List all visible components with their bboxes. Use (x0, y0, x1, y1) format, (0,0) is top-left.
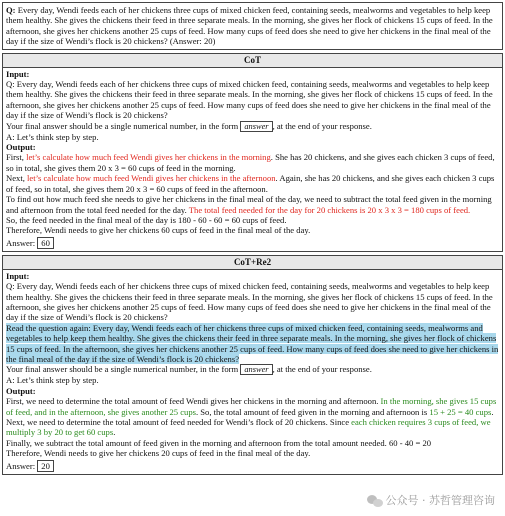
re2-answer-tag: answer (240, 364, 272, 375)
question-label: Q: (6, 5, 16, 15)
cot-instruction-text: Your final answer should be a single numerical number, in the form (6, 120, 239, 131)
watermark-text: 公众号 · 苏哲管理咨询 (385, 493, 495, 507)
cot-step-2-b: . Again, she has 20 chickens, and she gives each chicken 3 cups of feed, so in total, she gives them 20 x 3 = 60 cups of feed in the afternoon. (6, 173, 495, 194)
cot-panel (2, 53, 503, 252)
re2-step-4: Therefore, Wendi needs to give her chickens 20 cups of feed in the final meal of the day. (6, 448, 311, 459)
re2-step-3: Finally, we subtract the total amount of feed given in the morning and afternoon from the total amount needed. 60 - 40 = 20 (6, 437, 432, 448)
cot-step-2-highlight: let’s calculate how much feed Wendi gives her chickens in the afternoon (27, 173, 276, 184)
wechat-icon (367, 494, 383, 508)
question-text: Every day, Wendi feeds each of her chickens three cups of mixed chicken feed, containing seeds, mealworms and vegetables to help keep them healthy. She gives the chickens their feed in three separate meals. In the morning, she gives her flock of chickens 15 cups of feed. In the afternoon, she gives her chickens another 25 cups of feed. How many cups of feed does she need to give her chickens in the final meal of the day if the size of Wendi’s flock is 20 chickens? (Answer: 20) (6, 5, 493, 47)
cot-think: A: Let’s think step by step. (6, 131, 99, 142)
cot-step-4: So, the feed needed in the final meal of the day is 180 - 60 - 60 = 60 cups of feed. (6, 214, 287, 225)
re2-step-1-highlight: In the morning, she gives 15 cups of feed, and in the afternoon, she gives another 25 cups (6, 396, 497, 417)
cot-step-3-a: To find out how much feed she needs to give her chickens in the final meal of the day, we need to subtract the total feed given in the morning and afternoon from the total feed needed for the day. (6, 194, 492, 215)
cot-re2-title: CoT+Re2 (3, 256, 502, 270)
cot-instruction (6, 121, 499, 132)
cot-step-3-highlight: The total feed needed for the day for 20 chickens is 20 x 3 x 3 = 180 cups of feed. (188, 204, 471, 215)
cot-input-label: Input: (6, 68, 30, 79)
re2-step-1-b: . So, the total amount of feed given in the morning and afternoon is (195, 406, 430, 417)
re2-step-2-a: Next, we need to determine the total amount of feed needed for Wendi’s flock of 20 chickens. Since (6, 417, 352, 427)
re2-step-2 (6, 417, 499, 438)
cot-step-5: Therefore, Wendi needs to give her chickens 60 cups of feed in the final meal of the day. (6, 225, 311, 236)
re2-input-label: Input: (6, 270, 30, 281)
re2-answer-label: Answer: (6, 460, 36, 471)
cot-re2-body (3, 270, 502, 474)
re2-instruction (6, 364, 499, 375)
re2-step-1 (6, 396, 499, 417)
watermark (367, 494, 496, 508)
re2-reread-text: Read the question again: Every day, Wendi feeds each of her chickens three cups of mixed chicken feed, containing seeds, mealworms and vegetables to help keep them healthy. She gives the chickens their feed in three separate meals. In the morning, she gives her flock of chickens 15 cups of feed. In the afternoon, she gives her chickens another 25 cups of feed. How many cups of feed does she need to give her chickens in the final meal of the day if the size of Wendi’s flock is 20 chickens? (6, 322, 499, 364)
cot-answer-tag: answer (240, 121, 272, 132)
re2-think: A: Let’s think step by step. (6, 375, 99, 386)
cot-instruction-end: , at the end of your response. (272, 120, 372, 131)
cot-step-1-a: First, (6, 152, 27, 163)
re2-step-1-highlight-2: 15 + 25 = 40 cups (429, 406, 492, 417)
re2-reread (6, 323, 499, 365)
re2-step-1-c: . (491, 406, 494, 417)
re2-question: Q: Every day, Wendi feeds each of her chickens three cups of mixed chicken feed, containing seeds, mealworms and vegetables to help keep them healthy. She gives the chickens their feed in three separate meals. In the morning, she gives her flock of chickens 15 cups of feed. In the afternoon, she gives her chickens another 25 cups of feed. How many cups of feed does she need to give her chickens in the final meal of the day if the size of Wendi’s flock is 20 chickens? (6, 281, 493, 323)
cot-title: CoT (3, 54, 502, 68)
cot-answer-value: 60 (37, 237, 54, 249)
cot-step-1-b: . She has 20 chickens, and she gives each chicken 3 cups of feed, so in total, she gives them 20 x 3 = 60 cups of feed in the morning. (6, 152, 495, 173)
re2-output-label: Output: (6, 385, 36, 396)
cot-step-2 (6, 173, 499, 194)
question-box (2, 2, 503, 50)
cot-step-2-a: Next, (6, 173, 28, 184)
cot-answer-row (6, 237, 499, 249)
re2-step-2-highlight: each chicken requires 3 cups of feed, we multiply 3 by 20 to get 60 cups (6, 417, 491, 438)
re2-step-2-b: . (113, 427, 116, 438)
cot-step-3 (6, 194, 499, 215)
cot-answer-label: Answer: (6, 237, 36, 248)
cot-output-label: Output: (6, 142, 36, 153)
re2-instruction-end: , at the end of your response. (272, 364, 372, 375)
re2-answer-value: 20 (37, 460, 54, 472)
re2-instruction-text: Your final answer should be a single numerical number, in the form (6, 364, 239, 375)
re2-step-1-a: First, we need to determine the total amount of feed Wendi gives her chickens in the morning and afternoon. (6, 396, 381, 407)
cot-step-1-highlight: let’s calculate how much feed Wendi gives her chickens in the morning (26, 152, 271, 163)
cot-body (3, 68, 502, 251)
re2-answer-row (6, 460, 499, 472)
cot-re2-panel (2, 255, 503, 475)
cot-question: Q: Every day, Wendi feeds each of her chickens three cups of mixed chicken feed, containing seeds, mealworms and vegetables to help keep them healthy. She gives the chickens their feed in three separate meals. In the morning, she gives her flock of chickens 15 cups of feed. In the afternoon, she gives her chickens another 25 cups of feed. How many cups of feed does she need to give her chickens in the final meal of the day if the size of Wendi’s flock is 20 chickens? (6, 79, 493, 121)
cot-step-1 (6, 152, 499, 173)
